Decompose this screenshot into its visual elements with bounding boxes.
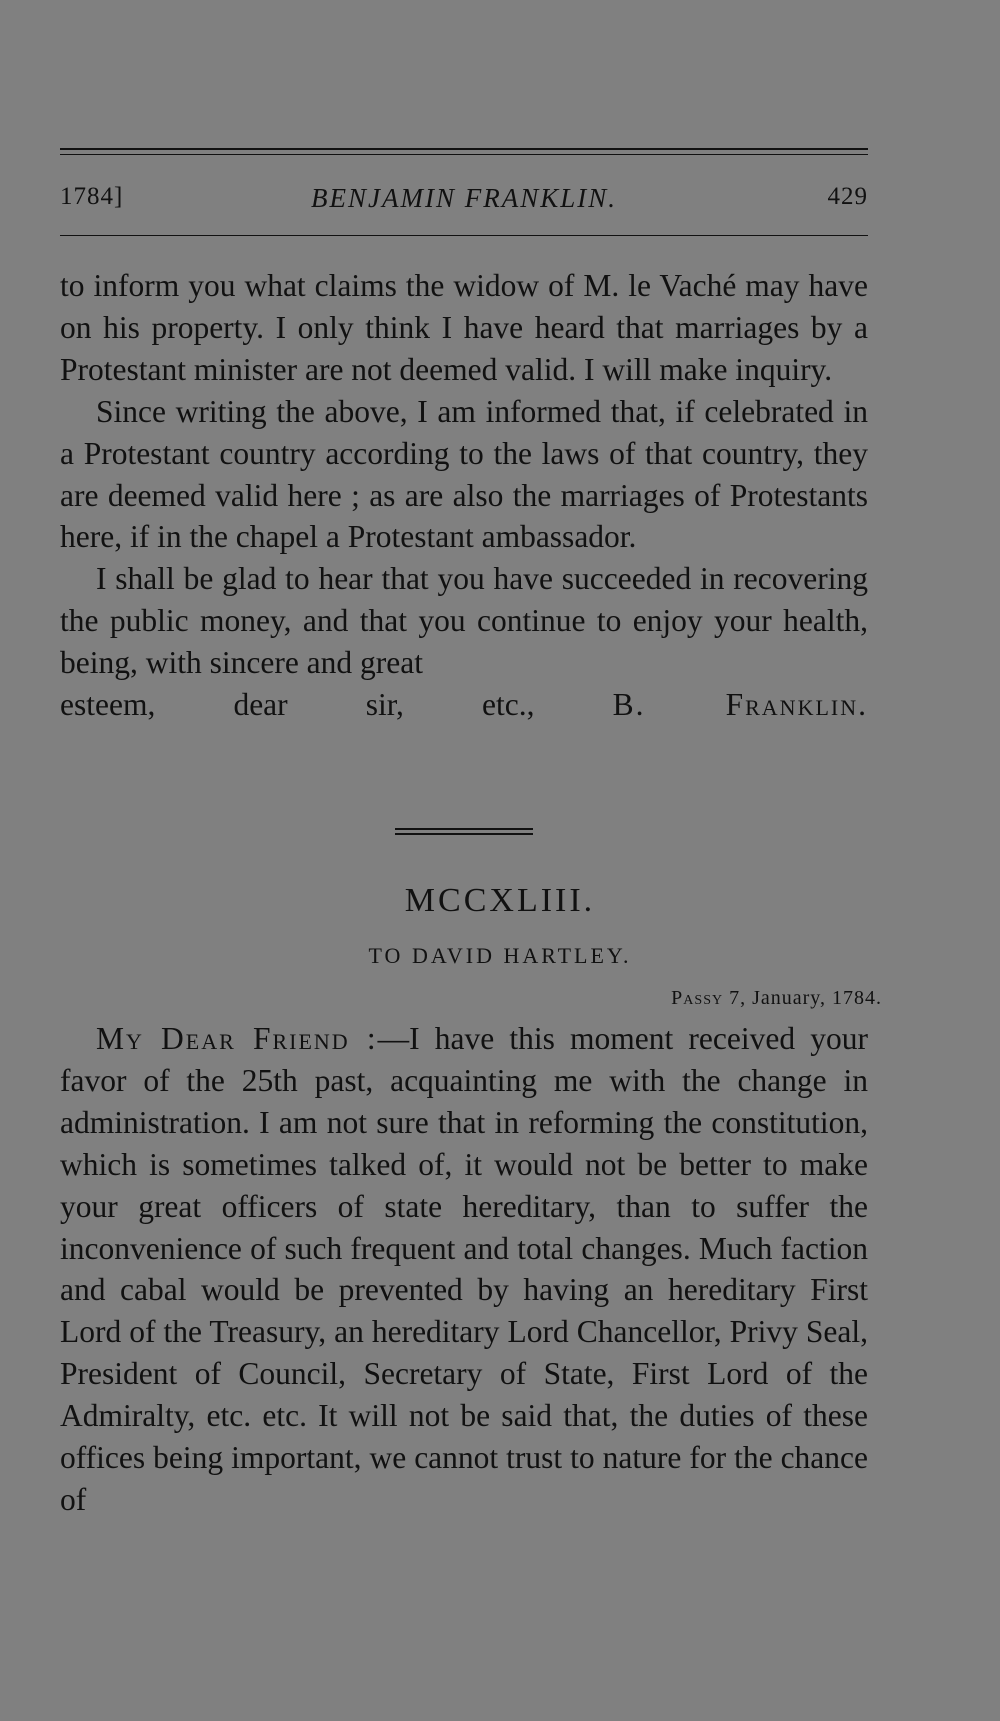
page-number: 429 (827, 183, 868, 210)
paragraph: Since writing the above, I am informed that, if celebrated in a Protestant country according to the laws of that country, they are deemed valid here ; as are also the marriages of Protestants here, if in the chapel a Protestant ambassador. (60, 393, 868, 555)
header-bottom-rule (60, 235, 868, 236)
dateline-place: Passy (671, 987, 724, 1009)
header-year: 1784] (60, 183, 124, 210)
closing-line (60, 684, 868, 726)
section-divider (395, 828, 533, 835)
header-top-rule-thin (60, 154, 868, 155)
continued-letter (60, 265, 868, 726)
header-top-rule (60, 148, 868, 150)
running-title: BENJAMIN FRANKLIN. (311, 183, 617, 213)
letter-number: MCCXLIII. (404, 882, 596, 919)
dateline-date: 7, January, 1784. (729, 987, 882, 1009)
letter-text: —I have this moment received your favor of the 25th past, acquainting me with the change in administration. I am not sure that in reforming the constitution, which is sometimes talked of, it would not be better to make your great officers of state hereditary, than to suffer the inconvenience of such frequent and total changes. Much faction and cabal would be prevented by having an hereditary First Lord of the Treasury, an hereditary Lord Chancellor, Privy Seal, President of Council, Secretary of State, First Lord of the Admiralty, etc. etc. It will not be said that, the duties of these offices being important, we cannot trust to nature for the chance of (60, 1021, 868, 1517)
salutation: My Dear Friend : (96, 1021, 378, 1056)
closing-text: esteem, dear sir, etc., (60, 687, 535, 723)
running-header (60, 183, 868, 223)
paragraph: to inform you what claims the widow of M. le Vaché may have on his property. I only think I have heard that marriages by a Protestant minister are not deemed valid. I will make inquiry. (60, 268, 868, 387)
signature: B. Franklin. (612, 687, 868, 723)
paragraph (60, 1018, 868, 1521)
paragraph: I shall be glad to hear that you have succeeded in recovering the public money, and that you continue to enjoy your health, being, with sincere and great (60, 561, 868, 681)
letter-dateline (671, 987, 882, 1010)
letter-body (60, 1018, 868, 1521)
letter-addressee: TO DAVID HARTLEY. (368, 943, 632, 968)
